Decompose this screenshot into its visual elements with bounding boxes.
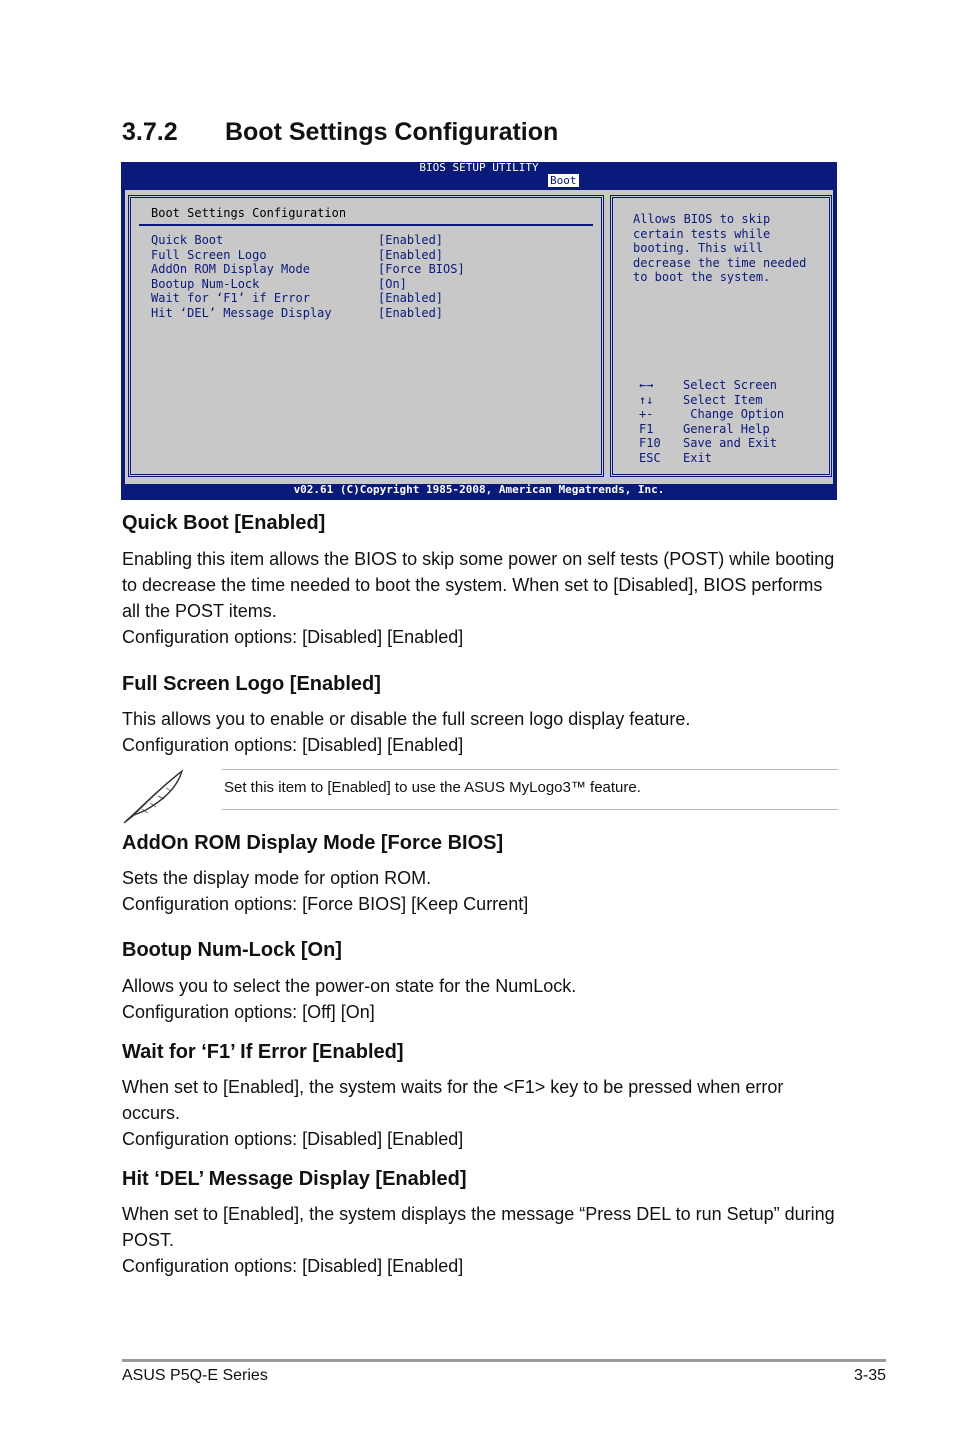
bios-item-value: [Enabled] [378,291,444,305]
options-addon-rom: Configuration options: [Force BIOS] [Keep Current] [122,894,529,914]
bios-item-addon-rom-display-mode[interactable] [151,262,465,277]
heading-addon-rom: AddOn ROM Display Mode [Force BIOS] [122,832,504,854]
body-addon-rom [122,865,842,917]
bios-key-legend [639,378,784,465]
section-title-text: Boot Settings Configuration [225,118,559,146]
bios-settings-panel [128,195,604,477]
key-action: Save and Exit [683,436,777,450]
quill-note-icon [122,769,186,825]
text-full-screen-logo: This allows you to enable or disable the full screen logo display feature. [122,709,691,729]
heading-full-screen-logo: Full Screen Logo [Enabled] [122,673,381,695]
body-full-screen-logo [122,706,842,758]
options-quick-boot: Configuration options: [Disabled] [Enabled] [122,627,464,647]
bios-panel-header: Boot Settings Configuration [151,206,347,220]
bios-item-hit-del-message[interactable] [151,306,465,321]
heading-quick-boot: Quick Boot [Enabled] [122,512,326,534]
note-rule-bottom [222,809,838,810]
key-action: Exit [683,450,712,465]
key-action: Change Option [683,407,785,421]
section-title [122,118,558,147]
page-number: 3-35 [853,1367,886,1384]
heading-wait-f1: Wait for ‘F1’ If Error [Enabled] [122,1041,404,1063]
bios-help-panel [610,195,832,477]
body-quick-boot [122,546,842,650]
note-text: Set this item to [Enabled] to use the ASUS MyLogo3™ feature. [224,779,641,796]
arrows-left-right-icon: ←→ [639,378,654,392]
bios-item-value: [Force BIOS] [378,262,465,276]
bios-settings-list [151,233,465,320]
plus-minus-icon: +- [639,407,654,421]
bios-item-label: Hit ‘DEL’ Message Display [151,305,332,320]
text-hit-del: When set to [Enabled], the system displays the message “Press DEL to run Setup” during POST. [122,1204,835,1250]
footer-product: ASUS P5Q-E Series [122,1367,268,1384]
note-rule-top [222,769,838,770]
bios-screen [125,190,833,484]
footer-rule [122,1359,886,1362]
bios-item-value: [Enabled] [378,247,444,262]
key-label: F10 [639,436,661,450]
key-row-exit [639,451,784,466]
options-wait-f1: Configuration options: [Disabled] [Enabled] [122,1129,464,1149]
key-action: General Help [683,421,770,436]
bios-item-label: Quick Boot [151,233,224,247]
note-box [122,769,838,831]
heading-num-lock: Bootup Num-Lock [On] [122,939,342,961]
key-row-select-screen [639,378,784,393]
options-full-screen-logo: Configuration options: [Disabled] [Enabled] [122,735,464,755]
arrows-up-down-icon: ↑↓ [639,392,654,407]
bios-item-label: Full Screen Logo [151,247,267,262]
text-wait-f1: When set to [Enabled], the system waits for the <F1> key to be pressed when error occurs. [122,1077,784,1123]
bios-panel-divider [139,224,593,226]
key-row-select-item [639,393,784,408]
body-num-lock [122,973,842,1025]
key-label: ESC [639,450,661,465]
bios-item-quick-boot[interactable] [151,233,465,248]
bios-item-label: Wait for ‘F1’ if Error [151,291,310,305]
body-wait-f1 [122,1074,842,1152]
text-num-lock: Allows you to select the power-on state for the NumLock. [122,976,577,996]
key-action: Select Screen [683,378,777,392]
bios-item-label: AddOn ROM Display Mode [151,262,310,276]
text-quick-boot: Enabling this item allows the BIOS to skip some power on self tests (POST) while booting to decrease the time needed to boot the system. When set to [Disabled], BIOS performs all the POST items. [122,549,835,621]
key-row-general-help [639,422,784,437]
bios-item-wait-for-f1[interactable] [151,291,465,306]
bios-item-full-screen-logo[interactable] [151,248,465,263]
bios-item-label: Bootup Num-Lock [151,276,260,291]
key-row-change-option [639,407,784,422]
bios-item-value: [Enabled] [378,305,444,320]
options-hit-del: Configuration options: [Disabled] [Enabled] [122,1256,464,1276]
text-addon-rom: Sets the display mode for option ROM. [122,868,432,888]
bios-tab-boot[interactable]: Boot [550,174,577,187]
bios-screenshot [121,162,837,500]
key-label: F1 [639,421,654,436]
bios-copyright: v02.61 (C)Copyright 1985-2008, American Megatrends, Inc. [293,483,665,496]
key-action: Select Item [683,392,763,407]
options-num-lock: Configuration options: [Off] [On] [122,1002,375,1022]
section-number: 3.7.2 [122,118,178,146]
bios-item-bootup-num-lock[interactable] [151,277,465,292]
bios-item-value: [Enabled] [378,233,444,247]
key-row-save-exit [639,436,784,451]
bios-item-value: [On] [378,276,407,291]
heading-hit-del: Hit ‘DEL’ Message Display [Enabled] [122,1168,467,1190]
bios-title: BIOS SETUP UTILITY [419,161,539,174]
body-hit-del [122,1201,842,1279]
bios-help-text: Allows BIOS to skip certain tests while booting. This will decrease the time needed to boot the system. [633,212,807,284]
